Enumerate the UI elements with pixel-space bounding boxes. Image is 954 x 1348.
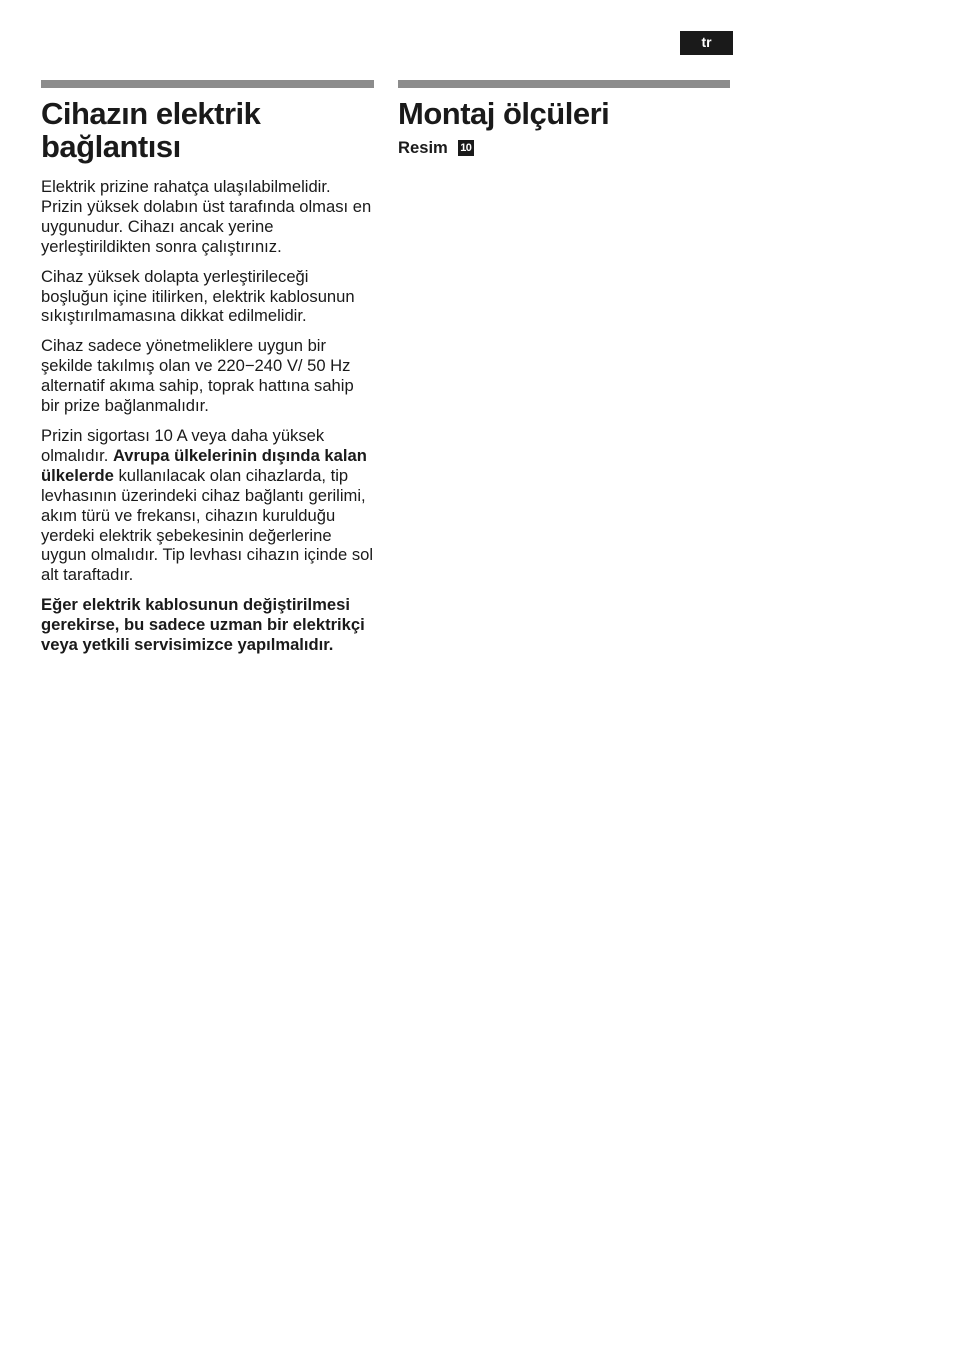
installation-dimensions-section xyxy=(398,80,730,158)
paragraph-4 xyxy=(41,426,374,585)
paragraph-4-end: kullanılacak olan cihazlarda, tip levhasının üzerindeki cihaz bağlantı gerilimi, akım türü ve frekansı, cihazın kurulduğu yerdeki elektrik şebekesinin değerlerine uygun olmalıdır. Tip levhası cihazın içinde sol alt taraftadır. xyxy=(41,465,374,585)
paragraph-1: Elektrik prizine rahatça ulaşılabilmelidir. Prizin yüksek dolabın üst tarafında olması en uygunudur. Cihazı ancak yerine yerleştirildikten sonra çalıştırınız. xyxy=(41,177,372,256)
language-tab: tr xyxy=(680,31,733,55)
figure-label: Resim xyxy=(398,138,448,157)
warning-text: Eğer elektrik kablosunun değiştirilmesi gerekirse, bu sadece uzman bir elektrikçi veya yetkili servisimizce yapılmalıdır. xyxy=(41,595,365,655)
section-divider xyxy=(398,80,730,88)
figure-number-badge: 10 xyxy=(458,140,474,156)
paragraph-4-emphasis: Avrupa ülkelerinin dışında kalan ülkelerde xyxy=(41,445,367,485)
paragraph-4-start: Prizin sigortası 10 A veya daha yüksek olmalıdır. xyxy=(41,425,325,465)
section-body xyxy=(41,177,374,655)
paragraph-5 xyxy=(41,595,374,655)
figure-reference xyxy=(398,138,730,158)
section-title-line2: bağlantısı xyxy=(41,129,181,164)
paragraph-2: Cihaz yüksek dolapta yerleştirileceği boşluğun içine itilirken, elektrik kablosunun sıkıştırılmamasına dikkat edilmelidir. xyxy=(41,266,355,326)
section-title-line1: Cihazın elektrik xyxy=(41,96,261,131)
paragraph-3: Cihaz sadece yönetmeliklere uygun bir şekilde takılmış olan ve 220−240 V/ 50 Hz alternatif akıma sahip, toprak hattına sahip bir prize bağlanmalıdır. xyxy=(41,336,354,416)
electrical-connection-section xyxy=(41,80,374,665)
section-title xyxy=(41,97,374,163)
section-title: Montaj ölçüleri xyxy=(398,96,610,131)
section-divider xyxy=(41,80,374,88)
